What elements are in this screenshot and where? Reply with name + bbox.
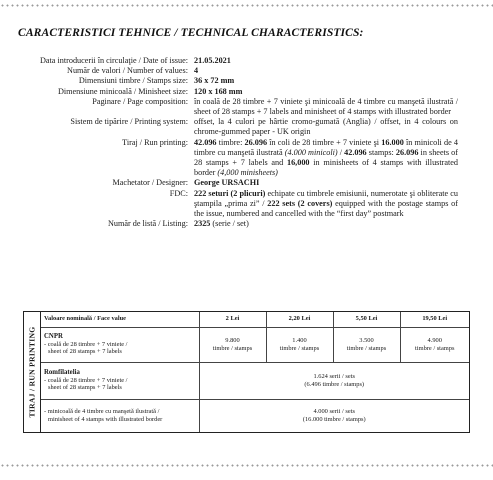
minisheet-total-sets: 4.000 serii / sets — [313, 407, 356, 415]
run-printing-table — [41, 312, 469, 432]
spec-value-segment: 36 x 72 mm — [194, 76, 235, 86]
spec-value-segment: 42.096 — [344, 147, 367, 157]
spec-value — [194, 97, 458, 117]
spec-row — [0, 56, 493, 66]
spec-value-segment: (4,000 minisheets) — [217, 168, 278, 178]
spec-label: Număr de listă / Listing: — [107, 219, 188, 229]
spec-value-segment: in sheets of 28 stamps + 7 labels and — [194, 147, 458, 168]
cnpr-unit-4: timbre / stamps — [415, 344, 455, 352]
spec-value — [194, 219, 458, 229]
spec-value-segment: în coală de 28 timbre + 7 viniete şi minicoală de 4 timbre cu manşetă ilustrată / sheet of 28 stamps + 7 labels and minisheet of 4 stamps with illustrated border — [194, 96, 458, 117]
romfilatelia-total-stamps: (6.496 timbre / stamps) — [304, 380, 365, 388]
spec-value-segment: 222 seturi (2 plicuri) — [194, 188, 266, 198]
dotted-border-bottom — [0, 464, 493, 467]
spec-label: Sistem de tipărire / Printing system: — [70, 117, 188, 127]
table-header-row — [41, 312, 469, 327]
cnpr-count-2-cell — [266, 327, 333, 362]
side-label: TIRAJ / RUN PRINTING — [27, 326, 37, 418]
table-row-romfilatelia — [41, 362, 469, 399]
spec-value — [194, 56, 458, 66]
cnpr-desc-line1: - coală de 28 timbre + 7 viniete / — [44, 340, 128, 348]
spec-value-segment: 222 sets (2 covers) — [267, 198, 333, 208]
spec-value-segment: timbre: — [216, 137, 245, 147]
spec-value-segment: 16.000 — [381, 137, 404, 147]
spec-label: Machetator / Designer: — [112, 178, 188, 188]
cnpr-unit-2: timbre / stamps — [279, 344, 320, 352]
spec-row — [0, 138, 493, 179]
spec-label: Dimensiune minicoală / Minisheet size: — [57, 86, 188, 96]
minisheet-desc-cell — [41, 399, 199, 432]
spec-row — [0, 178, 493, 188]
spec-value-segment: / — [337, 147, 345, 157]
spec-value-segment: George URSACHI — [194, 178, 260, 188]
spec-value-segment: în coli de 28 timbre + 7 viniete şi — [267, 137, 382, 147]
spec-value-segment: în minicoli de 4 timbre cu manşetă ilustrată — [194, 137, 458, 157]
spec-label: Număr de valori / Number of values: — [67, 66, 188, 76]
spec-value-segment: (serie / set) — [210, 219, 249, 229]
run-printing-table-frame — [23, 311, 470, 433]
spec-value-segment: equipped with the postage stamps of the issue, numbered and cancelled with the “first day” postmark — [194, 198, 458, 219]
spec-value-segment: 2325 — [194, 219, 211, 229]
cnpr-desc-cell — [41, 327, 199, 362]
header-value-2: 2,20 Lei — [266, 312, 333, 327]
spec-value-segment: echipate cu timbrele emisiunii, numerotate şi obliterate cu ştampila „prima zi” / — [194, 188, 458, 208]
cnpr-unit-3: timbre / stamps — [346, 344, 387, 352]
cnpr-count-4: 4.900 — [427, 336, 442, 344]
romfilatelia-desc-cell — [41, 362, 199, 399]
cnpr-count-3: 3.500 — [359, 336, 374, 344]
spec-value-segment: 42.096 — [194, 137, 217, 147]
spec-row — [0, 87, 493, 97]
minisheet-total-stamps: (16.000 timbre / stamps) — [302, 415, 366, 423]
specs-list — [0, 56, 493, 229]
spec-value-segment: (4.000 minicoli) — [284, 147, 338, 157]
spec-label: FDC: — [169, 188, 188, 198]
spec-value — [194, 178, 458, 188]
spec-value-segment: in minisheets of 4 stamps with illustrated border — [194, 158, 458, 178]
header-value-3: 5,50 Lei — [333, 312, 400, 327]
header-value-4: 19,50 Lei — [400, 312, 469, 327]
spec-value-segment: stamps: — [366, 147, 396, 157]
dotted-border-top — [0, 4, 493, 7]
cnpr-desc-line2: sheet of 28 stamps + 7 labels — [48, 348, 122, 356]
minisheet-desc-line2: minisheet of 4 stamps with illustrated border — [48, 415, 163, 423]
header-value-1: 2 Lei — [199, 312, 266, 327]
side-label-cell — [24, 312, 41, 432]
cnpr-count-2: 1.400 — [292, 336, 307, 344]
spec-row — [0, 117, 493, 137]
cnpr-count-4-cell — [400, 327, 469, 362]
spec-value — [194, 189, 458, 220]
spec-label: Data introducerii în circulaţie / Date of issue: — [39, 56, 188, 65]
cnpr-count-1: 9.800 — [225, 336, 240, 344]
spec-value-segment: 26.096 — [244, 137, 268, 147]
table-row-cnpr — [41, 327, 469, 362]
romfilatelia-desc-line2: sheet of 28 stamps + 7 labels — [48, 384, 122, 392]
spec-row — [0, 66, 493, 76]
page-title: CARACTERISTICI TEHNICE / TECHNICAL CHARACTERISTICS: — [18, 26, 364, 39]
minisheet-total-cell — [199, 399, 469, 432]
cnpr-count-1-cell — [199, 327, 266, 362]
spec-label: Paginare / Page composition: — [92, 96, 188, 106]
spec-value-segment: 4 — [194, 66, 199, 76]
spec-row — [0, 97, 493, 117]
romfilatelia-total-cell — [199, 362, 469, 399]
table-row-minisheet — [41, 399, 469, 432]
spec-value-segment: 21.05.2021 — [194, 56, 231, 65]
spec-value — [194, 76, 458, 86]
spec-value-segment: 26.096 — [395, 147, 419, 157]
spec-row — [0, 189, 493, 220]
spec-value-segment: 120 x 168 mm — [194, 86, 243, 96]
spec-value — [194, 138, 458, 179]
spec-value — [194, 117, 458, 137]
minisheet-desc-line1: - minicoală de 4 timbre cu manşetă ilustrată / — [44, 407, 160, 415]
spec-row — [0, 219, 493, 229]
spec-label: Tiraj / Run printing: — [122, 137, 188, 147]
spec-value — [194, 87, 458, 97]
romfilatelia-desc-line1: - coală de 28 timbre + 7 viniete / — [44, 376, 128, 384]
cnpr-count-3-cell — [333, 327, 400, 362]
spec-value — [194, 66, 458, 76]
spec-label: Dimensiuni timbre / Stamps size: — [78, 76, 188, 86]
romfilatelia-total-sets: 1.624 serii / sets — [313, 372, 356, 380]
spec-value-segment: 16,000 — [286, 158, 310, 168]
cnpr-title: CNPR — [44, 332, 63, 340]
spec-row — [0, 76, 493, 86]
romfilatelia-title: Romfilatelia — [44, 368, 80, 376]
spec-value-segment: offset, la 4 culori pe hârtie cromo-gumată (Anglia) / offset, in 4 colours on chrome-gummed paper - UK origin — [194, 117, 458, 137]
cnpr-unit-1: timbre / stamps — [212, 344, 253, 352]
header-face-value: Valoare nominală / Face value — [44, 315, 127, 323]
